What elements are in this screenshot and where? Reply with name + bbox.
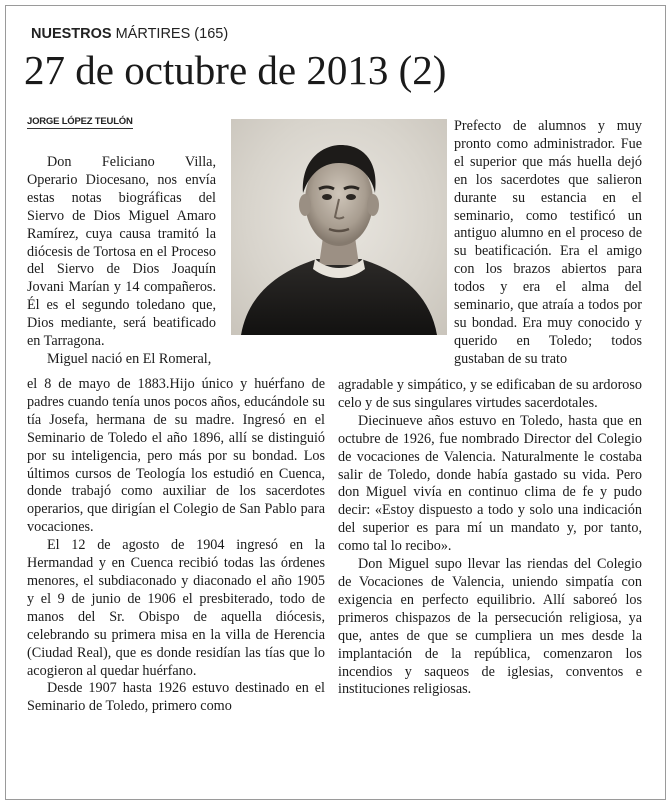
paragraph: Miguel nació en El Romeral, — [47, 350, 212, 367]
paragraph: agradable y simpático, y se edificaban de su ardoroso celo y de sus singulares virtudes sacerdotales. — [338, 377, 642, 411]
paragraph: Desde 1907 hasta 1926 estuvo destinado en el Seminario de Toledo, primero como — [27, 680, 325, 715]
portrait-photo-icon — [231, 119, 447, 335]
article-column-left-bottom — [27, 376, 325, 716]
portrait-photo — [231, 119, 447, 335]
kicker-rest: MÁRTIRES (165) — [111, 26, 229, 42]
paragraph: Diecinueve años estuvo en Toledo, hasta que en octubre de 1926, fue nombrado Director del Colegio de vocaciones de Valencia. Naturalmente le costaba salir de Toledo, donde había gastado su vida. Pero don Miguel vivía en continuo clima de fe y pudo decir: «Estoy dispuesto a todo y solo una indicación del superior es para mí un mandato y, por tanto, como tal lo recibo». — [338, 412, 642, 555]
article-column-right-top — [454, 118, 642, 369]
headline: 27 de octubre de 2013 (2) — [24, 47, 447, 93]
paragraph: Don Miguel supo llevar las riendas del Colegio de Vocaciones de Valencia, uniendo simpatía con exigencia en perfecto equilibrio. Allí saboreó los primeros chispazos de la persecución religiosa, ya que, antes de que se cumpliera un mes desde la implantación de la república, comenzaron los incendios y saqueos de iglesias, conventos e instituciones religiosas. — [338, 556, 642, 698]
article-column-left-top — [27, 154, 216, 369]
article-column-right-bottom — [338, 377, 642, 699]
paragraph: el 8 de mayo de 1883.Hijo único y huérfano de padres cuando tenía unos pocos años, educándole su tía Josefa, hermana de su madre. Ingresó en el Seminario de Toledo el año 1896, allí se distinguió por su inteligencia, pero más por su bondad. Los últimos cursos de Teología los estudió en Cuenca, donde trabajó como auxiliar de los sacerdotes operarios, que dirigían el Colegio de San Pablo para vocaciones. — [27, 376, 325, 536]
paragraph: Prefecto de alumnos y muy pronto como administrador. Fue el superior que más huella dejó en los sacerdotes que salieron durante su estancia en el seminario, como testificó un antiguo alumno en el proceso de su beatificación. Era el amigo con los brazos abiertos para todos y era el alma del seminario, que atraía a todos por su bondad. Era muy conocido y querido en Toledo; todos gustaban de su trato — [454, 118, 642, 367]
paragraph: El 12 de agosto de 1904 ingresó en la Hermandad y en Cuenca recibió todas las órdenes menores, el subdiaconado y diaconado el año 1905 y el 9 de junio de 1906 el presbiterado, todo de manos del Sr. Obispo de aquella diócesis, celebrando su primera misa en la villa de Herencia (Ciudad Real), que es donde residían las tías que lo acogieron al quedar huérfano. — [27, 537, 325, 679]
kicker-bold: NUESTROS — [31, 26, 112, 42]
author-byline: JORGE LÓPEZ TEULÓN — [27, 116, 133, 127]
section-kicker — [31, 26, 228, 42]
paragraph: Don Feliciano Villa, Operario Diocesano, nos envía estas notas biográficas del Siervo de Dios Miguel Amaro Ramírez, cuya causa tramitó la diócesis de Tortosa en el Proceso del Siervo de Dios Joaquín Jovani Marían y 14 compañeros. Él es el segundo toledano que, Dios mediante, será beatificado en Tarragona. — [27, 154, 216, 350]
